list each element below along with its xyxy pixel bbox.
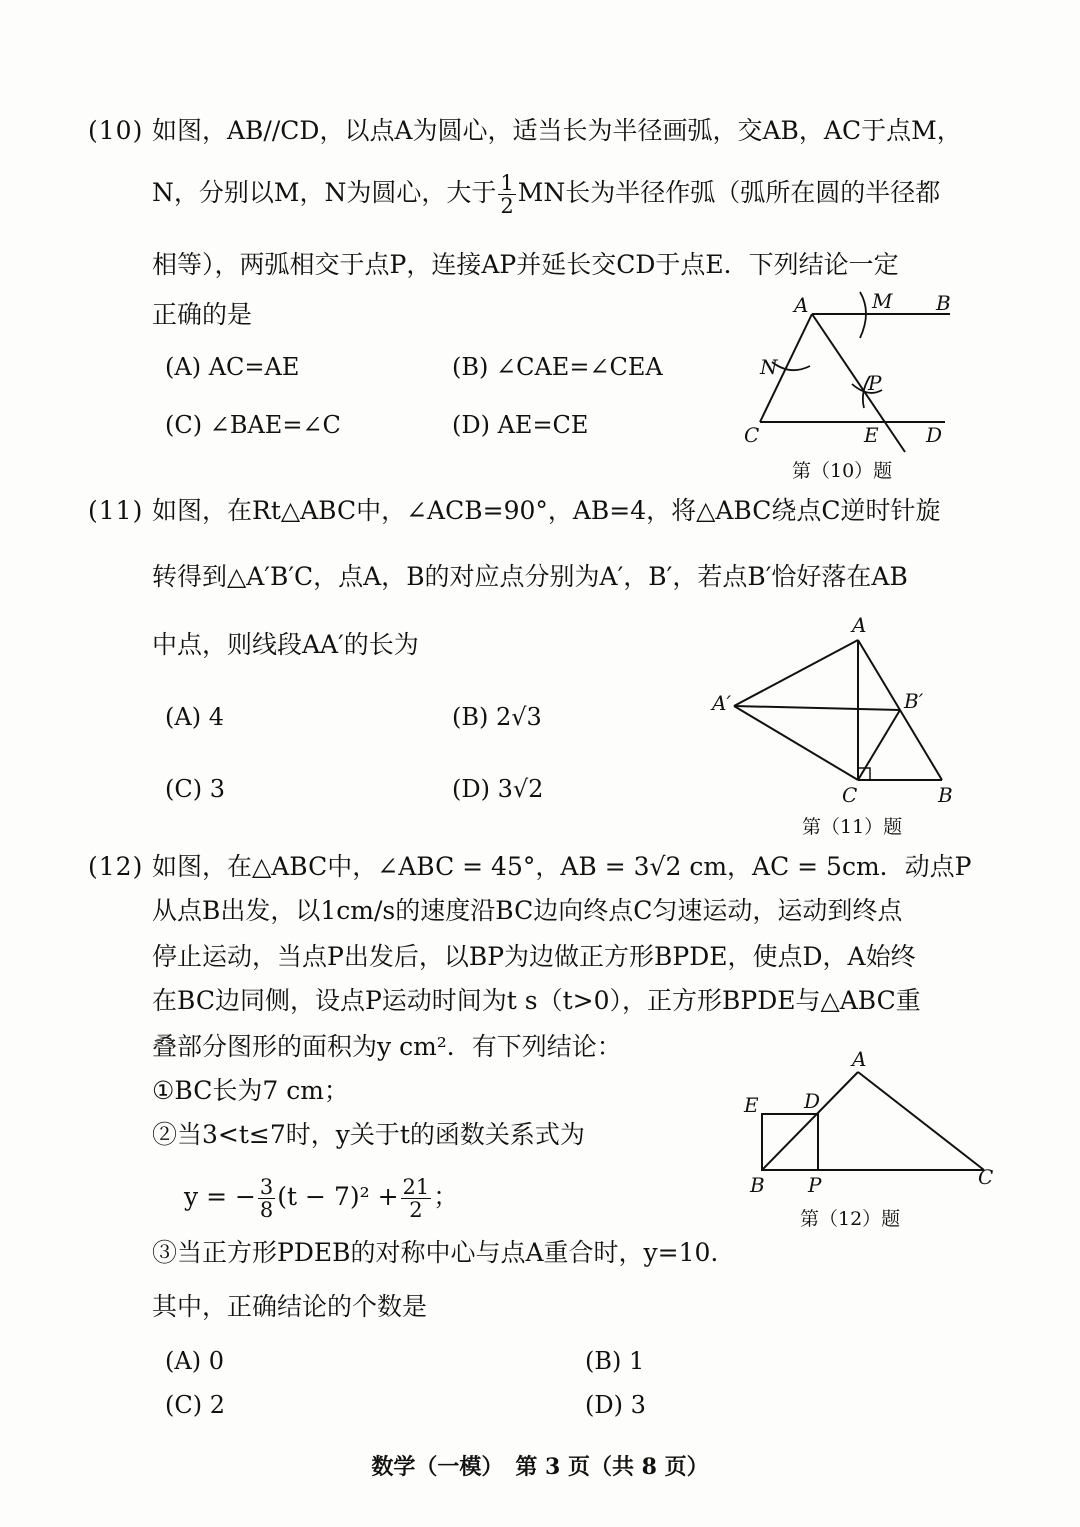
q11-line2: 转得到△A′B′C，点A，B的对应点分别为A′，B′，若点B′恰好落在AB bbox=[152, 562, 908, 591]
q12-label-c: C bbox=[978, 1165, 994, 1189]
q12-question: 其中，正确结论的个数是 bbox=[152, 1292, 428, 1321]
q12-conclusion-1: ①BC长为7 cm； bbox=[152, 1076, 349, 1105]
footer-page: 第 3 页（共 8 页） bbox=[515, 1454, 709, 1480]
q12-formula-mid: (t − 7)² + bbox=[277, 1182, 399, 1211]
footer-subject: 数学（一模） bbox=[371, 1454, 504, 1480]
q12-frac1-num: 3 bbox=[259, 1175, 274, 1199]
q12-formula-pre: y = − bbox=[184, 1182, 256, 1211]
q12-frac2-den: 2 bbox=[409, 1198, 423, 1222]
q12-line-ac bbox=[858, 1072, 984, 1170]
q12-line-ba bbox=[762, 1072, 858, 1170]
q12-frac2-num: 21 bbox=[402, 1175, 430, 1199]
q12-line1: 如图，在△ABC中，∠ABC = 45°，AB = 3√2 cm，AC = 5cm．动点P bbox=[152, 852, 972, 881]
q10-option-b: (B) ∠CAE=∠CEA bbox=[452, 353, 663, 381]
q12-formula-frac1 bbox=[258, 1176, 275, 1221]
q12-conclusion-3: ③当正方形PDEB的对称中心与点A重合时，y=10. bbox=[152, 1238, 719, 1267]
q10-line2-post: MN长为半径作弧（弧所在圆的半径都 bbox=[517, 178, 941, 207]
q10-frac-den: 2 bbox=[500, 194, 514, 218]
q11-line-a2a bbox=[734, 640, 858, 706]
q12-option-c: (C) 2 bbox=[165, 1391, 225, 1419]
q11-line3: 中点，则线段AA′的长为 bbox=[152, 630, 419, 659]
q10-label-m: M bbox=[872, 289, 893, 313]
q11-line1: 如图，在Rt△ABC中，∠ACB=90°，AB=4，将△ABC绕点C逆时针旋 bbox=[152, 496, 941, 525]
q11-caption: 第（11）题 bbox=[802, 816, 903, 838]
q11-line-a2c bbox=[734, 706, 858, 780]
q11-number: (11) bbox=[88, 496, 144, 525]
q11-option-c: (C) 3 bbox=[165, 775, 225, 803]
q12-label-e: E bbox=[744, 1093, 759, 1117]
q11-option-b: (B) 2√3 bbox=[452, 703, 542, 731]
q12-formula-frac2 bbox=[401, 1176, 432, 1221]
q11-line-a2b2 bbox=[734, 706, 900, 710]
q10-line3: 相等），两弧相交于点P，连接AP并延长交CD于点E．下列结论一定 bbox=[152, 250, 899, 279]
q10-label-e: E bbox=[864, 423, 879, 447]
q10-arc-n bbox=[772, 362, 810, 370]
q12-number: (12) bbox=[88, 852, 144, 881]
q10-option-a: (A) AC=AE bbox=[165, 353, 300, 381]
q10-label-c: C bbox=[744, 423, 760, 447]
q12-label-b: B bbox=[750, 1173, 765, 1197]
q10-fraction bbox=[498, 172, 515, 217]
q12-formula bbox=[184, 1176, 458, 1221]
q12-frac1-den: 8 bbox=[259, 1198, 274, 1222]
q10-figure bbox=[730, 280, 970, 450]
q10-option-c: (C) ∠BAE=∠C bbox=[165, 411, 341, 439]
q12-option-b: (B) 1 bbox=[585, 1347, 645, 1375]
q10-label-p: P bbox=[868, 371, 882, 395]
q11-label-a: A bbox=[852, 613, 867, 637]
q10-label-a: A bbox=[794, 293, 809, 317]
q11-figure bbox=[710, 610, 970, 810]
q12-line4: 在BC边同侧，设点P运动时间为t s（t>0），正方形BPDE与△ABC重 bbox=[152, 986, 921, 1015]
q10-line2-pre: N，分别以M，N为圆心，大于 bbox=[152, 178, 497, 207]
q12-line2: 从点B出发，以1cm/s的速度沿BC边向终点C匀速运动，运动到终点 bbox=[152, 896, 903, 925]
q12-line3: 停止运动，当点P出发后，以BP为边做正方形BPDE，使点D，A始终 bbox=[152, 942, 916, 971]
q11-option-a: (A) 4 bbox=[165, 703, 224, 731]
q11-option-d: (D) 3√2 bbox=[452, 775, 544, 803]
q11-label-b: B bbox=[938, 783, 953, 807]
q12-label-p: P bbox=[808, 1173, 822, 1197]
q12-conclusion-2: ②当3<t≤7时，y关于t的函数关系式为 bbox=[152, 1120, 585, 1149]
q12-figure bbox=[740, 1047, 1000, 1200]
q10-line-ae bbox=[812, 314, 905, 452]
q12-option-d: (D) 3 bbox=[585, 1391, 646, 1419]
q10-label-b: B bbox=[936, 291, 951, 315]
q11-label-c: C bbox=[842, 783, 858, 807]
q10-line2 bbox=[152, 172, 940, 217]
q10-frac-num: 1 bbox=[500, 171, 514, 195]
q12-caption: 第（12）题 bbox=[800, 1208, 901, 1230]
q11-line-b2c bbox=[858, 710, 900, 780]
q11-label-a-prime: A′ bbox=[712, 691, 731, 715]
q10-option-d: (D) AE=CE bbox=[452, 411, 589, 439]
q12-line5: 叠部分图形的面积为y cm²．有下列结论： bbox=[152, 1032, 622, 1061]
q10-caption: 第（10）题 bbox=[792, 460, 893, 482]
q12-label-d: D bbox=[804, 1089, 821, 1113]
q10-label-n: N bbox=[760, 355, 778, 379]
q10-line1: 如图，AB//CD，以点A为圆心，适当长为半径画弧，交AB，AC于点M， bbox=[152, 116, 962, 145]
page-footer bbox=[0, 1450, 1080, 1481]
q12-label-a: A bbox=[852, 1047, 867, 1071]
q12-formula-post: ； bbox=[433, 1182, 459, 1211]
q10-line4: 正确的是 bbox=[152, 300, 253, 329]
q10-label-d: D bbox=[926, 423, 943, 447]
q10-number: (10) bbox=[88, 116, 144, 145]
q11-label-b-prime: B′ bbox=[904, 689, 924, 713]
q12-option-a: (A) 0 bbox=[165, 1347, 224, 1375]
